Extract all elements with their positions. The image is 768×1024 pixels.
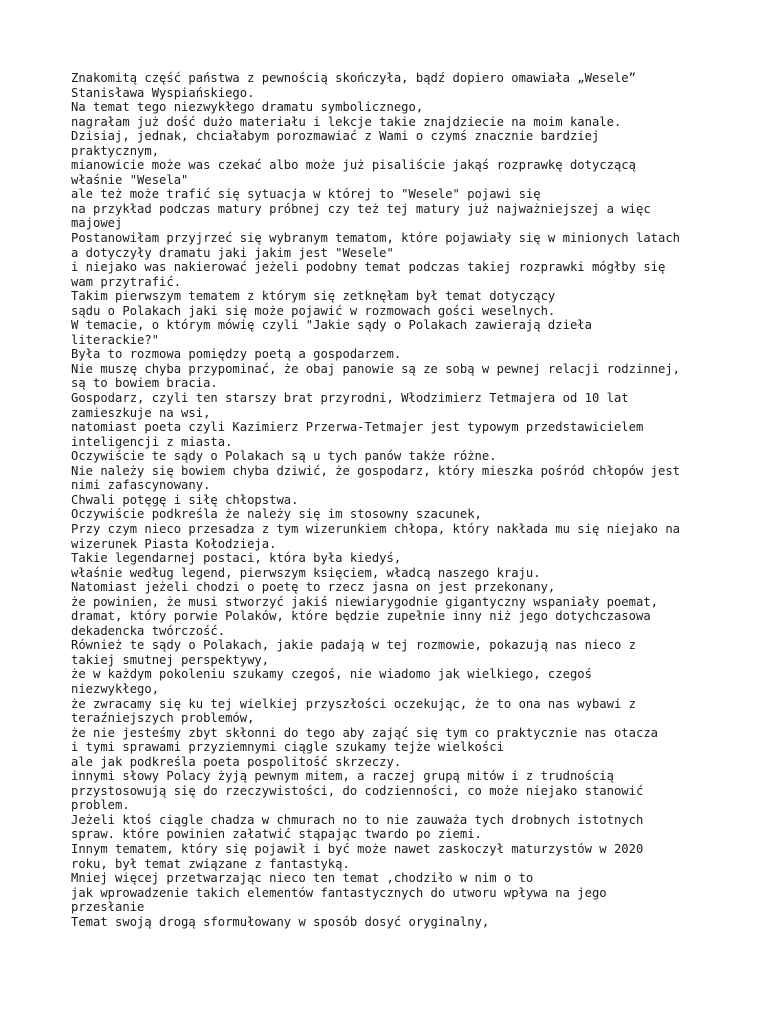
- text-line: przystosowują się do rzeczywistości, do codzienności, co może niejako stanowić: [71, 783, 644, 798]
- text-line: innymi słowy Polacy żyją pewnym mitem, a raczej grupą mitów i z trudnością: [71, 769, 614, 784]
- text-line: Temat swoją drogą sformułowany w sposób dosyć oryginalny,: [71, 914, 490, 929]
- text-line: roku, był temat związane z fantastyką.: [71, 856, 350, 871]
- document-text: [71, 71, 703, 929]
- text-line: jak wprowadzenie takich elementów fantastycznych do utworu wpływa na jego: [71, 885, 607, 900]
- text-line: Takie legendarnej postaci, która była kiedyś,: [71, 551, 402, 566]
- text-line: Stanisława Wyspiańskiego.: [71, 85, 255, 100]
- text-line: inteligencji z miasta.: [71, 434, 233, 449]
- text-line: że powinien, że musi stworzyć jakiś niewiarygodnie gigantyczny wspaniały poemat,: [71, 594, 658, 609]
- text-line: nimi zafascynowany.: [71, 478, 211, 493]
- text-line: Gospodarz, czyli ten starszy brat przyrodni, Włodzimierz Tetmajera od 10 lat: [71, 391, 629, 406]
- text-line: ale jak podkreśla poeta pospolitość skrzeczy.: [71, 754, 402, 769]
- text-line: na przykład podczas matury próbnej czy też tej matury już najważniejszej a więc: [71, 201, 651, 216]
- text-line: Chwali potęgę i siłę chłopstwa.: [71, 492, 299, 507]
- text-line: Natomiast jeżeli chodzi o poetę to rzecz jasna on jest przekonany,: [71, 580, 556, 595]
- text-line: i niejako was nakierować jeżeli podobny temat podczas takiej rozprawki mógłby się: [71, 260, 666, 275]
- text-line: właśnie według legend, pierwszym księciem, władcą naszego kraju.: [71, 565, 541, 580]
- text-line: Również te sądy o Polakach, jakie padają w tej rozmowie, pokazują nas nieco z: [71, 638, 636, 653]
- text-line: Takim pierwszym tematem z którym się zetknęłam był temat dotyczący: [71, 289, 556, 304]
- text-line: niezwykłego,: [71, 681, 160, 696]
- text-line: problem.: [71, 798, 130, 813]
- text-line: Mniej więcej przetwarzając nieco ten temat ,chodziło w nim o to: [71, 871, 534, 886]
- text-line: teraźniejszych problemów,: [71, 711, 255, 726]
- text-line: Dzisiaj, jednak, chciałabym porozmawiać z Wami o czymś znacznie bardziej: [71, 129, 600, 144]
- text-line: spraw. które powinien załatwić stąpając twardo po ziemi.: [71, 827, 482, 842]
- text-line: dekadencka twórczość.: [71, 623, 226, 638]
- text-line: że w każdym pokoleniu szukamy czegoś, nie wiadomo jak wielkiego, czegoś: [71, 667, 592, 682]
- text-line: wizerunek Piasta Kołodzieja.: [71, 536, 277, 551]
- text-line: przesłanie: [71, 900, 145, 915]
- text-line: Oczywiście podkreśla że należy się im stosowny szacunek,: [71, 507, 482, 522]
- text-line: właśnie "Wesela": [71, 172, 189, 187]
- text-line: Nie muszę chyba przypominać, że obaj panowie są ze sobą w pewnej relacji rodzinnej,: [71, 361, 681, 376]
- text-line: Na temat tego niezwykłego dramatu symbolicznego,: [71, 100, 424, 115]
- text-line: Jeżeli ktoś ciągle chadza w chmurach no to nie zauważa tych drobnych istotnych: [71, 812, 644, 827]
- text-line: dramat, który porwie Polaków, które będzie zupełnie inny niż jego dotychczasowa: [71, 609, 651, 624]
- text-line: Znakomitą część państwa z pewnością skończyła, bądź dopiero omawiała „Wesele”: [71, 71, 636, 85]
- text-line: Innym tematem, który się pojawił i być może nawet zaskoczył maturzystów w 2020: [71, 841, 644, 856]
- text-line: literackie?": [71, 332, 160, 347]
- text-line: mianowicie może was czekać albo może już pisaliście jakąś rozprawkę dotyczącą: [71, 158, 636, 173]
- text-line: są to bowiem bracia.: [71, 376, 218, 391]
- text-line: Oczywiście te sądy o Polakach są u tych panów także różne.: [71, 449, 497, 464]
- text-line: Była to rozmowa pomiędzy poetą a gospodarzem.: [71, 347, 402, 362]
- text-line: praktycznym,: [71, 143, 160, 158]
- text-line: że nie jesteśmy zbyt skłonni do tego aby zająć się tym co praktycznie nas otacza: [71, 725, 658, 740]
- text-line: W temacie, o którym mówię czyli "Jakie sądy o Polakach zawierają dzieła: [71, 318, 592, 333]
- text-line: Postanowiłam przyjrzeć się wybranym tematom, które pojawiały się w minionych latach: [71, 231, 681, 246]
- text-line: ale też może trafić się sytuacja w której to "Wesele" pojawi się: [71, 187, 541, 202]
- text-line: natomiast poeta czyli Kazimierz Przerwa-Tetmajer jest typowym przedstawicielem: [71, 420, 644, 435]
- text-line: sądu o Polakach jaki się może pojawić w rozmowach gości weselnych.: [71, 303, 556, 318]
- text-line: a dotyczyły dramatu jaki jakim jest "Wesele": [71, 245, 394, 260]
- text-line: Nie należy się bowiem chyba dziwić, że gospodarz, który mieszka pośród chłopów jest: [71, 463, 681, 478]
- text-line: zamieszkuje na wsi,: [71, 405, 211, 420]
- text-line: wam przytrafić.: [71, 274, 182, 289]
- text-line: majowej: [71, 216, 123, 231]
- text-line: i tymi sprawami przyziemnymi ciągle szukamy tejże wielkości: [71, 740, 504, 755]
- text-line: nagrałam już dość dużo materiału i lekcje takie znajdziecie na moim kanale.: [71, 114, 622, 129]
- text-line: że zwracamy się ku tej wielkiej przyszłości oczekując, że to ona nas wybawi z: [71, 696, 636, 711]
- text-line: takiej smutnej perspektywy,: [71, 652, 270, 667]
- text-line: Przy czym nieco przesadza z tym wizerunkiem chłopa, który nakłada mu się niejako na: [71, 521, 681, 536]
